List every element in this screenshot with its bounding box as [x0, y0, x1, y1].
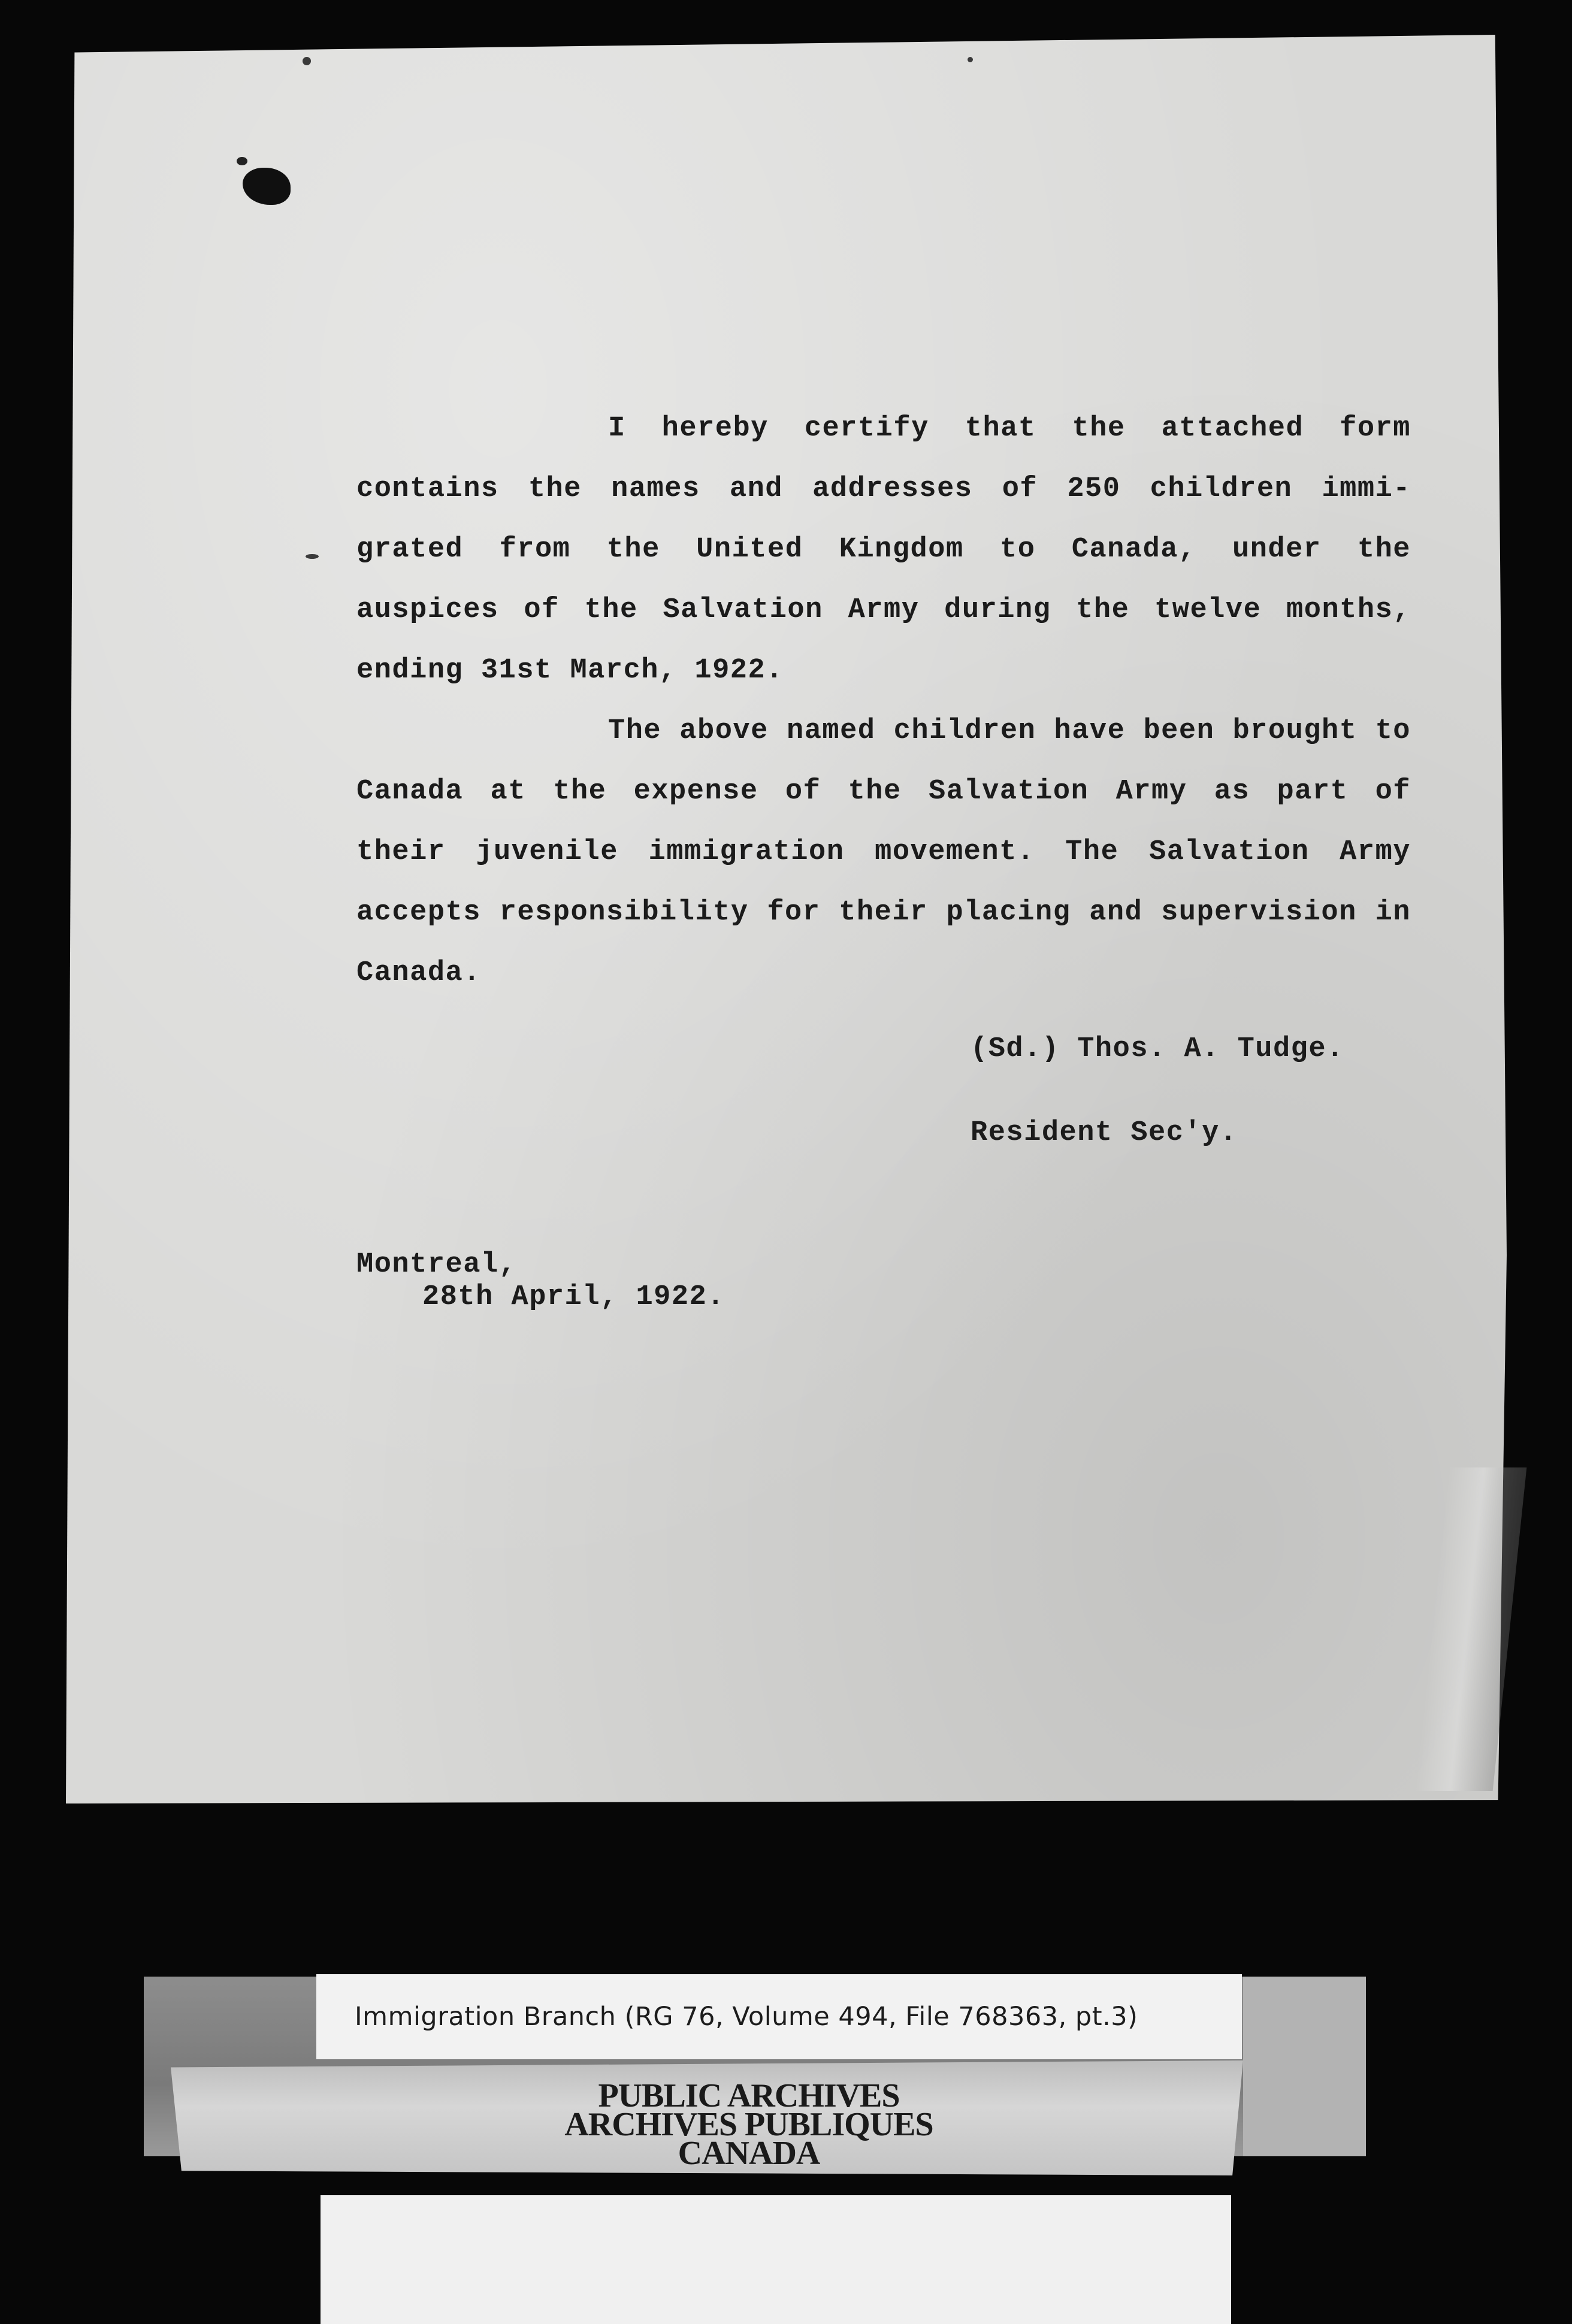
signatory-title: Resident Sec'y. [971, 1117, 1238, 1149]
stamp-line-country: CANADA [678, 2135, 820, 2172]
archive-stamp [300, 2077, 1198, 2172]
stamp-line-english: PUBLIC ARCHIVES [598, 2077, 900, 2114]
archive-reference-label [316, 1974, 1242, 2059]
place: Montreal, [356, 1249, 517, 1281]
signature-line: (Sd.) Thos. A. Tudge. [971, 1033, 1344, 1065]
date: 28th April, 1922. [422, 1281, 725, 1313]
archive-blank-label [321, 2195, 1231, 2324]
ink-speck [237, 157, 247, 165]
dust-speck [306, 554, 319, 559]
stamp-line-french: ARCHIVES PUBLIQUES [564, 2106, 933, 2143]
dust-speck [303, 57, 311, 65]
responsibility-paragraph: The above named children have been brought to Canada at the expense of the Salvation Army as part of their juvenile immigration movement. The Salvation Army accepts responsibility for their placing and supervision in Canada. [356, 715, 1411, 989]
archive-reference: Immigration Branch (RG 76, Volume 494, File 768363, pt.3) [355, 2002, 1138, 2032]
dust-speck [968, 57, 973, 62]
letter-body [356, 398, 1411, 1003]
archive-label-backing-right [1243, 1977, 1366, 2156]
certification-paragraph: I hereby certify that the attached form contains the names and addresses of 250 children immi-grated from the United Kingdom to Canada, under the auspices of the Salvation Army during the twelve months, ending 31st March, 1922. [356, 413, 1411, 686]
place-and-date [356, 1249, 725, 1314]
